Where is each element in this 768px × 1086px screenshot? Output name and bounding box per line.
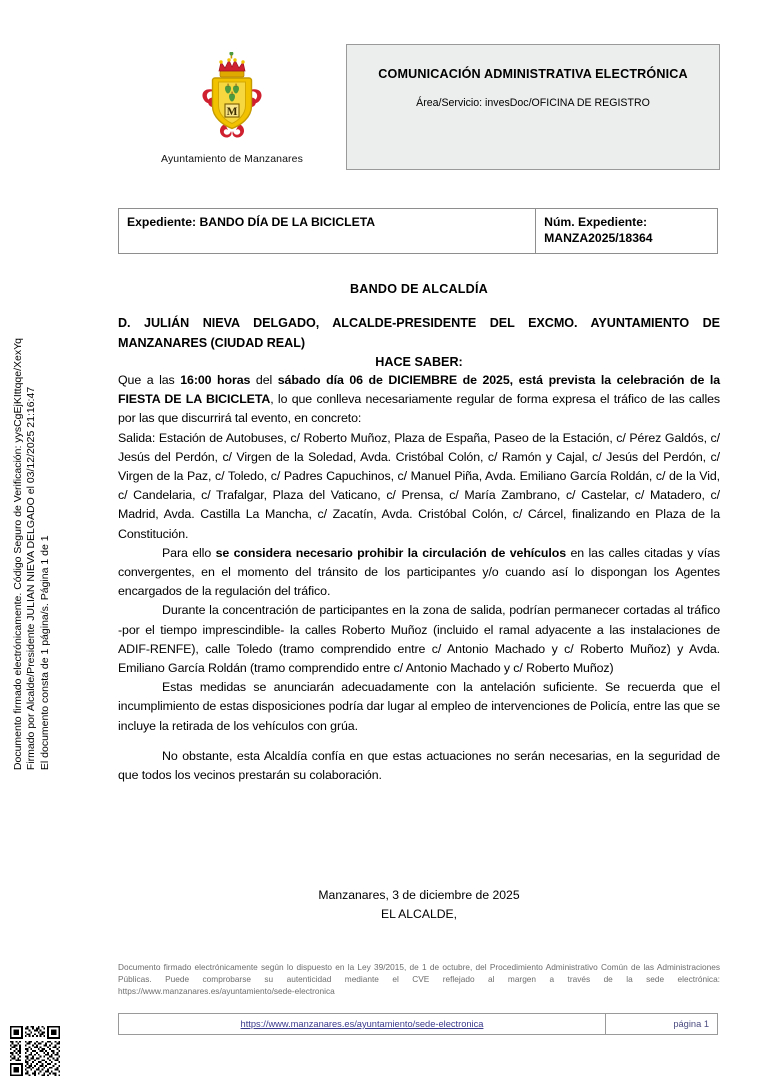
verification-line-2: Firmado por Alcalde/Presidente JULIAN NIEVA DELGADO el 03/12/2025 21:16:47 (25, 386, 38, 771)
communication-title: COMUNICACIÓN ADMINISTRATIVA ELECTRÓNICA (378, 67, 688, 81)
communication-subtitle: Área/Servicio: invesDoc/OFICINA DE REGISTRO (416, 97, 650, 109)
p1-bold-time: 16:00 horas (180, 373, 251, 387)
p3-bold-prohibition: se considera necesario prohibir la circulación de vehículos (215, 545, 567, 560)
p3-post: en las calles citadas y vías convergentes, en el momento del tránsito de los participantes y/o cuando así lo dispongan los Agentes encargados de la regulación del tráfico. (118, 545, 720, 599)
mayor-heading: D. JULIÁN NIEVA DELGADO, ALCALDE-PRESIDENTE DEL EXCMO. AYUNTAMIENTO DE MANZANARES (CIUDAD REAL) (118, 316, 720, 350)
signature-block (118, 886, 720, 923)
p1-pre: Que a las (118, 373, 181, 387)
crest-caption: Ayuntamiento de Manzanares (161, 153, 303, 165)
expediente-value: BANDO DÍA DE LA BICICLETA (199, 215, 376, 229)
page-title: BANDO DE ALCALDÍA (350, 282, 488, 296)
p3-pre: Para ello (162, 545, 216, 560)
expediente-table (118, 208, 718, 254)
p1-bold-event: sábado día 06 de DICIEMBRE de 2025, está prevista la celebración de la FIESTA DE LA BICICLETA (118, 373, 721, 407)
coat-of-arms-icon (192, 52, 272, 148)
signature-role: EL ALCALDE, (380, 906, 458, 921)
expediente-number-label: Núm. Expediente: (544, 215, 648, 229)
p1-mid: del (250, 373, 278, 387)
footer-page-number: página 1 (606, 1014, 718, 1035)
paragraph-route: Salida: Estación de Autobuses, c/ Roberto Muñoz, Plaza de España, Paseo de la Estación, c/ Pérez Galdós, c/ Jesús del Perdón, c/ Virgen de la Soledad, Avda. Cristóbal Colón, c/ Ramón y Cajal, c/ Jesús del Perdón, c/ Virgen de la Paz, c/ Toledo, c/ Padres Capuchinos, c/ Manuel Piña, Avda. Emiliano García Roldán, c/ de la Vid, c/ Candelaria, c/ Trafalgar, Plaza del Vaticano, c/ Prensa, c/ María Zambrano, c/ Castelar, c/ Matadero, c/ Madrid, Avda. Castilla La Mancha, c/ Zacatín, Avda. Cristóbal Colón, c/ Cárcel, finalizando en Plaza de la Constitución. (118, 430, 720, 541)
svg-text:M: M (226, 106, 238, 118)
table-row (119, 1014, 718, 1035)
communication-banner (346, 44, 720, 170)
verification-line-1: Documento firmado electrónicamente. Código Seguro de Verificación: yysCgEjKIttqqe/XexYq (11, 338, 24, 771)
document-body (118, 282, 720, 785)
paragraph-4: Durante la concentración de participantes en la zona de salida, podrían permanecer cortadas al tráfico -por el tiempo imprescindible- la calles Roberto Muñoz (incluido el ramal adyacente a las instalaciones de ADIF-RENFE), calle Toledo (tramo comprendido entre c/ Antonio Machado y c/ Roberto Muñoz) y Avda. Emiliano García Roldán (tramo comprendido entre c/ Antonio Machado y c/ Roberto Muñoz) (118, 603, 720, 676)
expediente-number-cell (536, 209, 718, 254)
verification-line-3: El documento consta de 1 página/s. Página 1 de 1 (38, 535, 51, 771)
paragraph-6: No obstante, esta Alcaldía confía en que estas actuaciones no serán necesarias, en la seguridad de que todos los vecinos prestarán su colaboración. (118, 748, 720, 783)
p1-post: , lo que conlleva necesariamente regular de forma expresa el tráfico de las calles por las que discurrirá tal evento, en concreto: (118, 392, 721, 426)
legal-footnote: Documento firmado electrónicamente según lo dispuesto en la Ley 39/2015, de 1 de octubre, del Procedimiento Administrativo Común de las Administraciones Públicas. Puede comprobarse su autenticidad mediante el CVE reflejado al margen a través de la sede electrónica: https://www.manzanares.es/ayuntamiento/sede-electronica (118, 962, 720, 996)
coat-of-arms-block (118, 44, 346, 165)
paragraph-1 (118, 371, 720, 429)
expediente-number-value: MANZA2025/18364 (544, 230, 653, 245)
page-footer (118, 1013, 718, 1035)
paragraph-3 (118, 544, 720, 602)
expediente-cell (119, 209, 536, 254)
footer-url-cell[interactable] (119, 1014, 606, 1035)
sede-electronica-link[interactable]: https://www.manzanares.es/ayuntamiento/sede-electronica (240, 1019, 484, 1029)
paragraph-5: Estas medidas se anunciarán adecuadamente con la antelación suficiente. Se recuerda que el incumplimiento de estas disposiciones podría dar lugar al empleo de intervenciones de Policía, entre las que se incluye la retirada de los vehículos con grúa. (118, 680, 720, 733)
expediente-label: Expediente: (127, 215, 197, 229)
signature-place-date: Manzanares, 3 de diciembre de 2025 (318, 888, 520, 902)
table-row (119, 209, 718, 254)
hace-saber-heading: HACE SABER: (375, 355, 463, 369)
paragraph-spacer (118, 736, 720, 747)
document-header (118, 44, 720, 170)
